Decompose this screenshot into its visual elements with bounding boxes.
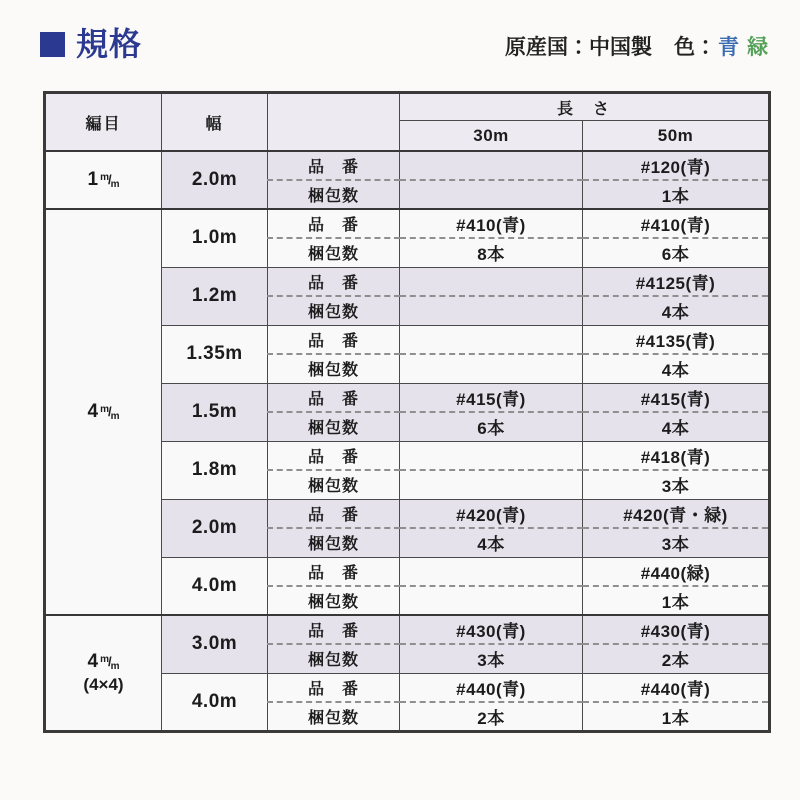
cell-item-no-50m: #415(青) xyxy=(583,383,770,412)
row-label-pack-qty: 梱包数 xyxy=(268,354,400,383)
cell-item-no-50m: #4125(青) xyxy=(583,267,770,296)
cell-pack-qty-30m xyxy=(400,180,583,209)
width-cell: 3.0m xyxy=(162,615,268,673)
cell-pack-qty-50m: 4本 xyxy=(583,296,770,325)
cell-pack-qty-50m: 3本 xyxy=(583,470,770,499)
width-cell: 2.0m xyxy=(162,499,268,557)
table-row xyxy=(45,615,770,644)
cell-item-no-30m xyxy=(400,441,583,470)
width-cell: 1.8m xyxy=(162,441,268,499)
table-row xyxy=(45,209,770,238)
width-cell: 1.5m xyxy=(162,383,268,441)
cell-pack-qty-50m: 1本 xyxy=(583,180,770,209)
mesh-note: (4×4) xyxy=(83,675,124,694)
row-label-pack-qty: 梱包数 xyxy=(268,470,400,499)
cell-pack-qty-30m: 8本 xyxy=(400,238,583,267)
cell-pack-qty-50m: 6本 xyxy=(583,238,770,267)
origin-text: 原産国：中国製 xyxy=(505,36,652,59)
page-header xyxy=(40,28,768,60)
row-label-pack-qty: 梱包数 xyxy=(268,644,400,673)
color-label: 色： xyxy=(674,36,716,59)
cell-pack-qty-30m xyxy=(400,354,583,383)
cell-pack-qty-50m: 4本 xyxy=(583,354,770,383)
cell-pack-qty-30m: 4本 xyxy=(400,528,583,557)
row-label-item-no: 品 番 xyxy=(268,151,400,180)
table-row xyxy=(45,151,770,180)
row-label-item-no: 品 番 xyxy=(268,499,400,528)
cell-item-no-50m: #440(青) xyxy=(583,673,770,702)
cell-item-no-30m xyxy=(400,151,583,180)
mesh-unit: m/m xyxy=(100,172,120,191)
mesh-cell-4mm-4x4 xyxy=(45,615,162,731)
width-cell: 1.35m xyxy=(162,325,268,383)
cell-item-no-30m: #420(青) xyxy=(400,499,583,528)
cell-pack-qty-50m: 1本 xyxy=(583,586,770,615)
header-label-column xyxy=(268,93,400,152)
row-label-pack-qty: 梱包数 xyxy=(268,528,400,557)
row-label-item-no: 品 番 xyxy=(268,673,400,702)
row-label-item-no: 品 番 xyxy=(268,325,400,354)
row-label-item-no: 品 番 xyxy=(268,209,400,238)
cell-item-no-50m: #430(青) xyxy=(583,615,770,644)
mesh-cell-4mm xyxy=(45,209,162,615)
cell-pack-qty-30m: 2本 xyxy=(400,702,583,731)
cell-item-no-30m xyxy=(400,325,583,354)
cell-pack-qty-50m: 1本 xyxy=(583,702,770,731)
mesh-value: 4 xyxy=(87,401,99,423)
cell-pack-qty-30m: 3本 xyxy=(400,644,583,673)
row-label-pack-qty: 梱包数 xyxy=(268,586,400,615)
cell-item-no-50m: #418(青) xyxy=(583,441,770,470)
cell-pack-qty-50m: 3本 xyxy=(583,528,770,557)
cell-item-no-50m: #120(青) xyxy=(583,151,770,180)
cell-pack-qty-30m xyxy=(400,586,583,615)
cell-item-no-30m xyxy=(400,267,583,296)
header-50m: 50m xyxy=(583,121,770,152)
width-cell: 2.0m xyxy=(162,151,268,209)
section-4mm xyxy=(45,209,770,615)
cell-item-no-30m xyxy=(400,557,583,586)
cell-pack-qty-30m xyxy=(400,470,583,499)
cell-pack-qty-30m xyxy=(400,296,583,325)
header-length: 長 さ xyxy=(400,93,770,121)
origin-color-note xyxy=(505,37,768,60)
mesh-unit: m/m xyxy=(100,654,120,673)
color-blue-text: 青 xyxy=(718,36,739,59)
header-30m: 30m xyxy=(400,121,583,152)
mesh-value: 4 xyxy=(87,651,99,673)
row-label-pack-qty: 梱包数 xyxy=(268,702,400,731)
spec-table xyxy=(43,91,771,733)
page-title-text: 規格 xyxy=(76,26,143,62)
cell-item-no-30m: #440(青) xyxy=(400,673,583,702)
cell-item-no-50m: #410(青) xyxy=(583,209,770,238)
width-cell: 4.0m xyxy=(162,673,268,731)
mesh-value: 1 xyxy=(87,169,99,191)
row-label-item-no: 品 番 xyxy=(268,615,400,644)
row-label-item-no: 品 番 xyxy=(268,267,400,296)
header-width: 幅 xyxy=(162,93,268,152)
row-label-item-no: 品 番 xyxy=(268,383,400,412)
mesh-unit: m/m xyxy=(100,404,120,423)
row-label-pack-qty: 梱包数 xyxy=(268,180,400,209)
cell-item-no-50m: #420(青・緑) xyxy=(583,499,770,528)
mesh-cell-1mm xyxy=(45,151,162,209)
cell-pack-qty-50m: 2本 xyxy=(583,644,770,673)
cell-item-no-30m: #410(青) xyxy=(400,209,583,238)
width-cell: 1.2m xyxy=(162,267,268,325)
cell-item-no-50m: #4135(青) xyxy=(583,325,770,354)
row-label-pack-qty: 梱包数 xyxy=(268,238,400,267)
spec-table-header xyxy=(45,93,770,152)
header-mesh: 編目 xyxy=(45,93,162,152)
title-square-icon xyxy=(40,32,65,57)
cell-item-no-30m: #430(青) xyxy=(400,615,583,644)
row-label-item-no: 品 番 xyxy=(268,557,400,586)
cell-pack-qty-50m: 4本 xyxy=(583,412,770,441)
width-cell: 4.0m xyxy=(162,557,268,615)
cell-pack-qty-30m: 6本 xyxy=(400,412,583,441)
width-cell: 1.0m xyxy=(162,209,268,267)
section-4mm-4x4 xyxy=(45,615,770,731)
row-label-pack-qty: 梱包数 xyxy=(268,412,400,441)
row-label-item-no: 品 番 xyxy=(268,441,400,470)
cell-item-no-50m: #440(緑) xyxy=(583,557,770,586)
color-green-text: 緑 xyxy=(747,36,768,59)
row-label-pack-qty: 梱包数 xyxy=(268,296,400,325)
cell-item-no-30m: #415(青) xyxy=(400,383,583,412)
section-1mm xyxy=(45,151,770,209)
page-title xyxy=(40,28,142,60)
